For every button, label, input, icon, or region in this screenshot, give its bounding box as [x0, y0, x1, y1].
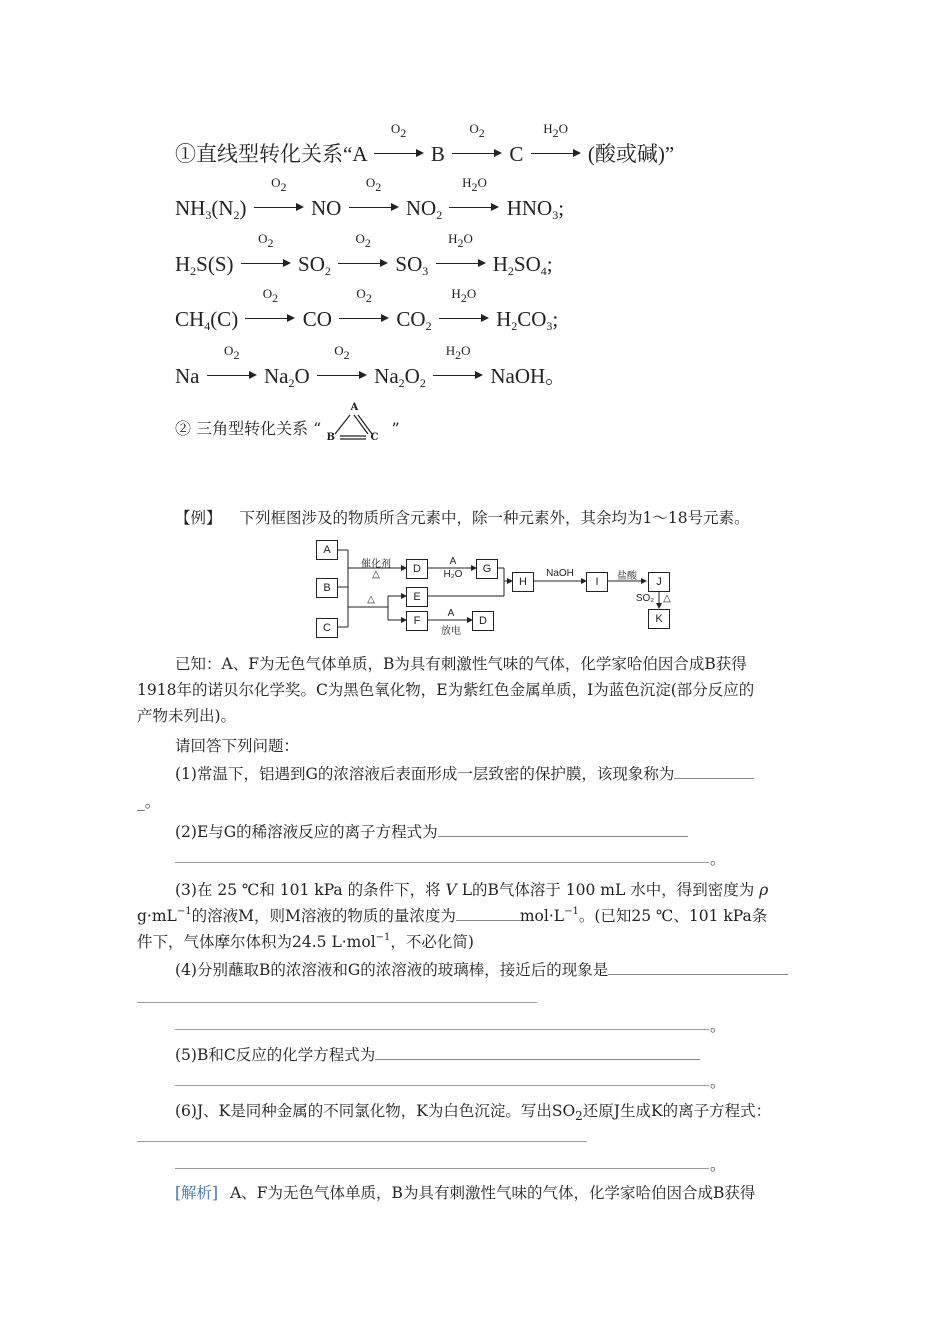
row-start-rest: (N — [211, 196, 234, 220]
flow-diagram — [310, 538, 690, 640]
row-end2-sub: 4 — [540, 264, 547, 278]
question-2 — [175, 819, 688, 845]
q6-answer-line-1[interactable] — [137, 1141, 587, 1142]
q6-answer-line-2[interactable] — [175, 1168, 709, 1169]
o2-sub: 2 — [400, 126, 407, 140]
question-6 — [175, 1098, 771, 1124]
label-heat3: △ — [663, 593, 671, 604]
arrow-o2 — [245, 286, 295, 326]
row-mid1: Na — [264, 364, 289, 388]
o2-sub: 2 — [272, 291, 279, 305]
q6-period: 。 — [710, 1156, 726, 1174]
analysis — [175, 1180, 755, 1206]
row-end1-sub: 3 — [552, 208, 559, 222]
row-start-rest: (C — [210, 307, 232, 331]
h-label: H — [462, 175, 472, 190]
title-b: B — [430, 142, 445, 166]
row-mid1-sub: 2 — [324, 264, 331, 278]
q5-period: 。 — [710, 1073, 726, 1091]
o-label: O — [477, 175, 487, 190]
q3-text-b: L的B气体溶于 100 mL 水中，得到密度为 — [461, 881, 755, 899]
h-sub: 2 — [460, 291, 467, 305]
row-start: Na — [175, 364, 200, 388]
row-mid2b: O — [404, 364, 420, 388]
q3-text-h: ，不必化简) — [390, 933, 474, 951]
q3-text-c: g·mL — [137, 907, 177, 925]
row-end1-sub: 2 — [511, 319, 518, 333]
o2-label: O — [262, 286, 273, 301]
q1-text: (1)常温下，铝遇到G的浓溶液后表面形成一层致密的保护膜，该现象称为 — [175, 765, 675, 783]
q3-v: V — [445, 881, 457, 899]
q3-answer-blank[interactable] — [456, 904, 520, 921]
triangle-line — [175, 402, 400, 448]
example-text: 下列框图涉及的物质所含元素中，除一种元素外，其余均为1～18号元素。 — [239, 509, 750, 527]
row-end2: SO — [513, 252, 541, 276]
q3-c-sup: −1 — [176, 906, 192, 917]
q3-text-g: 件下，气体摩尔体积为24.5 L·mol — [137, 933, 376, 951]
q3-text-e: mol·L — [519, 907, 565, 925]
row-start: NH — [175, 196, 206, 220]
o2-sub: 2 — [280, 180, 287, 194]
title-prefix: ①直线型转化关系“A — [175, 142, 367, 166]
example-intro — [175, 505, 750, 531]
label-hcl: 盐酸 — [617, 571, 637, 582]
box-c: C — [316, 618, 338, 638]
triangle-figure — [326, 402, 386, 448]
h-label: H — [451, 286, 461, 301]
question-3 — [175, 877, 768, 903]
row-start-sub: 4 — [204, 319, 211, 333]
o-label: O — [461, 343, 471, 358]
box-d: D — [406, 559, 428, 579]
o2-label: O — [390, 121, 401, 136]
label-heat2: △ — [367, 594, 375, 605]
question-1-end — [137, 789, 160, 815]
o2-label: O — [258, 231, 268, 246]
box-g: G — [476, 559, 498, 579]
row-start-end: ) — [239, 196, 247, 220]
o2-label: O — [356, 286, 366, 301]
box-e: E — [406, 587, 428, 607]
o2-label: O — [365, 175, 376, 190]
q1-answer-blank[interactable] — [674, 762, 754, 779]
known-text-1: 已知：A、F为无色气体单质，B为具有刺激性气味的气体，化学家哈伯因合成B获得 — [175, 655, 747, 673]
o-label: O — [558, 121, 568, 136]
q4-text: (4)分别蘸取B的浓溶液和G的浓溶液的玻璃棒，接近后的现象是 — [175, 961, 609, 979]
known-line-2 — [137, 677, 754, 703]
o2-label: O — [224, 343, 234, 358]
equation-row — [175, 175, 565, 222]
box-f: F — [406, 611, 428, 631]
box-d2: D — [472, 611, 494, 631]
h-sub: 2 — [471, 180, 478, 194]
box-b: B — [316, 578, 338, 598]
tri-b: B — [326, 432, 335, 443]
equation-row — [175, 286, 559, 333]
row-mid2-sub: 3 — [422, 264, 429, 278]
row-mid1-sub: 2 — [288, 376, 295, 390]
row-start-rest: S(S — [196, 252, 227, 276]
row-start-sub: 3 — [205, 208, 212, 222]
title-suffix: (酸或碱)” — [587, 142, 675, 166]
q4-answer-blank[interactable] — [608, 958, 788, 975]
arrow-o2 — [452, 121, 502, 161]
o2-sub: 2 — [375, 180, 382, 194]
row-start-end: ) — [226, 252, 234, 276]
h-sub: 2 — [455, 348, 462, 362]
arrow-o2 — [254, 175, 304, 215]
row-start: H — [175, 252, 191, 276]
label-a1: A — [449, 556, 457, 567]
o2-sub: 2 — [365, 291, 372, 305]
row-start: CH — [175, 307, 205, 331]
row-mid1: SO — [298, 252, 325, 276]
known-text-2: 1918年的诺贝尔化学奖。C为黑色氧化物，E为紫红色金属单质，I为蓝色沉淀(部分反应的 — [137, 681, 755, 699]
row-mid2b-sub: 2 — [419, 376, 426, 390]
q1-end: _。 — [137, 793, 161, 811]
label-naoh: NaOH — [546, 568, 574, 579]
title-c: C — [509, 142, 524, 166]
o-label: O — [463, 231, 473, 246]
question-3-line3 — [137, 929, 474, 955]
box-a: A — [316, 540, 338, 560]
q5-answer-line[interactable] — [175, 1085, 709, 1086]
example-tag: 【例】 — [175, 509, 222, 527]
q3-g-sup: −1 — [375, 932, 391, 943]
label-catalyst: 催化剂 — [361, 559, 391, 570]
row-mid1: CO — [302, 307, 332, 331]
row-mid2-sub: 2 — [398, 376, 405, 390]
label-discharge: 放电 — [441, 626, 461, 637]
triangle-text: ② 三角型转化关系 “ — [175, 419, 322, 438]
arrow-h2o — [531, 121, 581, 161]
o2-sub: 2 — [267, 236, 274, 250]
row-mid2: CO — [396, 307, 426, 331]
diagram-lines — [310, 538, 690, 640]
row-end1: NaOH — [490, 364, 546, 388]
row-terminator: ; — [558, 196, 565, 220]
o-label: O — [466, 286, 477, 301]
tri-c: C — [370, 432, 379, 443]
box-i: I — [586, 572, 608, 592]
label-so2: SO₂ — [635, 593, 655, 604]
row-mid1: NO — [311, 196, 342, 220]
q3-text-f: 。(已知25 ℃、101 kPa条 — [578, 907, 768, 925]
q6-text: (6)J、K是同种金属的不同氯化物，K为白色沉淀。写出SO — [175, 1102, 576, 1120]
known-text-3: 产物未列出)。 — [137, 707, 237, 725]
row-end1: HNO — [506, 196, 553, 220]
question-3-line2 — [137, 903, 767, 929]
o2-sub: 2 — [343, 348, 350, 362]
q2-text: (2)E与G的稀溶液反应的离子方程式为 — [175, 823, 438, 841]
question-1 — [175, 761, 754, 787]
arrow-h2o — [449, 175, 499, 215]
linear-title — [175, 121, 675, 168]
label-h2o: H₂O — [443, 569, 463, 580]
label-heat: △ — [372, 569, 380, 580]
analysis-tag: [解析] — [175, 1184, 219, 1202]
row-terminator: 。 — [545, 364, 567, 388]
row-start-end: ) — [231, 307, 239, 331]
arrow-o2 — [339, 286, 389, 326]
arrow-o2 — [317, 343, 367, 383]
triangle-close: ” — [391, 419, 400, 438]
arrow-o2 — [374, 121, 424, 161]
h-label: H — [543, 121, 553, 136]
o2-label: O — [469, 121, 479, 136]
analysis-text: A、F为无色气体单质，B为具有刺激性气味的气体，化学家哈伯因合成B获得 — [230, 1184, 756, 1202]
q5-text: (5)B和C反应的化学方程式为 — [175, 1046, 376, 1064]
arrow-o2 — [241, 231, 291, 271]
o2-label: O — [355, 231, 365, 246]
q3-text-d: 的溶液M，则M溶液的物质的量浓度为 — [191, 907, 456, 925]
row-start-sub2: 2 — [233, 208, 240, 222]
o2-sub: 2 — [478, 126, 485, 140]
row-mid2-sub: 2 — [436, 208, 443, 222]
q3-rho: ρ — [759, 881, 769, 899]
equation-row — [175, 343, 567, 390]
o2-sub: 2 — [233, 348, 240, 362]
q6-sub: 2 — [575, 1109, 583, 1123]
question-4 — [175, 957, 788, 983]
row-terminator: ; — [546, 252, 553, 276]
row-terminator: ; — [552, 307, 559, 331]
row-mid1b: O — [294, 364, 310, 388]
equation-row — [175, 231, 553, 278]
arrow-o2 — [338, 231, 388, 271]
q2-answer-line[interactable] — [175, 862, 709, 863]
h-label: H — [445, 343, 456, 358]
o2-sub: 2 — [364, 236, 371, 250]
known-line-1 — [175, 651, 747, 677]
row-end2: CO — [517, 307, 547, 331]
row-end1-sub: 2 — [507, 264, 514, 278]
question-5 — [175, 1042, 700, 1068]
h-sub: 2 — [457, 236, 464, 250]
arrow-h2o — [433, 343, 483, 383]
q4-answer-line-2[interactable] — [175, 1029, 709, 1030]
q6-text-b: 还原J生成K的离子方程式： — [582, 1102, 772, 1120]
h-label: H — [448, 231, 458, 246]
arrow-h2o — [439, 286, 489, 326]
known-line-3 — [137, 703, 236, 729]
row-mid2: NO — [405, 196, 437, 220]
q2-period: 。 — [710, 850, 726, 868]
box-h: H — [512, 572, 534, 592]
row-mid2-sub: 2 — [425, 319, 432, 333]
h-sub: 2 — [552, 126, 559, 140]
questions-intro-text: 请回答下列问题： — [175, 737, 300, 755]
row-end2-sub: 3 — [546, 319, 553, 333]
arrow-o2 — [207, 343, 257, 383]
o2-label: O — [271, 175, 281, 190]
q4-answer-line-1[interactable] — [137, 1002, 537, 1003]
arrow-h2o — [436, 231, 486, 271]
label-a2: A — [447, 608, 455, 619]
o2-label: O — [334, 343, 344, 358]
row-start-sub: 2 — [190, 264, 197, 278]
row-end1: H — [496, 307, 512, 331]
tri-a: A — [350, 402, 359, 413]
q3-text-a: (3)在 25 ℃和 101 kPa 的条件下，将 — [175, 881, 441, 899]
box-j: J — [648, 572, 670, 592]
q3-e-sup: −1 — [564, 906, 579, 917]
row-mid2: Na — [374, 364, 399, 388]
arrow-o2 — [349, 175, 399, 215]
q5-answer-blank[interactable] — [375, 1043, 700, 1060]
q2-answer-blank[interactable] — [438, 820, 688, 837]
questions-intro — [175, 733, 299, 759]
row-end1: H — [492, 252, 508, 276]
q4-period: 。 — [710, 1017, 726, 1035]
box-k: K — [648, 609, 670, 629]
row-mid2: SO — [395, 252, 423, 276]
